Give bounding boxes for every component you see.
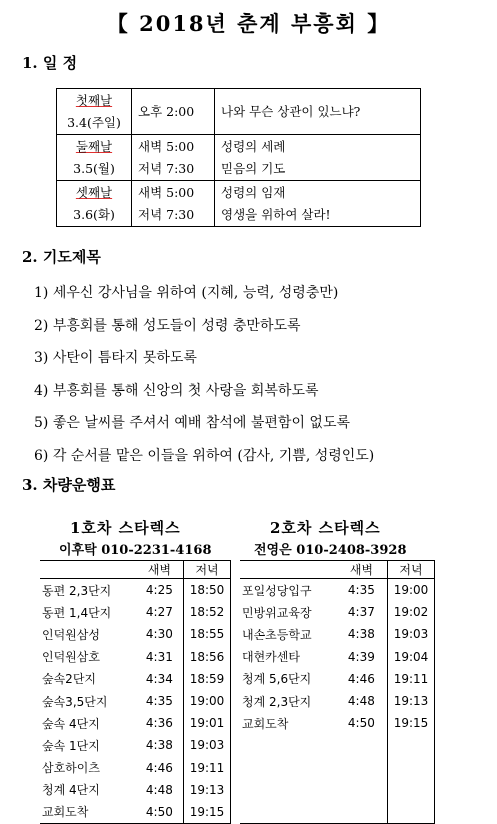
- stop-evening-time: 19:13: [184, 779, 231, 801]
- stop-evening-time: 19:02: [388, 601, 435, 623]
- stop-evening-empty: [388, 734, 435, 756]
- stop-name-empty: [240, 757, 336, 779]
- route-row-empty: [240, 779, 435, 801]
- stop-name: 인덕원삼성: [42, 627, 100, 642]
- car1-title: 1호차 스타렉스: [70, 519, 181, 537]
- car2-driver: 전영은 010-2408-3928: [254, 543, 407, 558]
- schedule-row: [57, 89, 421, 135]
- stop-evening-empty: [388, 779, 435, 801]
- schedule-day-cell: [57, 89, 132, 135]
- stop-evening-time: 19:04: [388, 646, 435, 668]
- car1-driver: 이후탁 010-2231-4168: [59, 543, 212, 558]
- schedule-row: [57, 135, 421, 181]
- route-header-dawn: 새벽: [336, 561, 388, 579]
- stop-dawn-time: 4:46: [347, 671, 375, 686]
- schedule-event: 나와 무슨 상관이 있느냐?: [221, 103, 361, 119]
- prayer-item: 1) 세우신 강사님을 위하여 (지혜, 능력, 성령충만): [34, 285, 339, 301]
- stop-evening-time: 18:56: [184, 646, 231, 668]
- stop-evening-time: 19:03: [184, 734, 231, 756]
- stop-name: 교회도착: [40, 801, 136, 824]
- schedule-time-cell: [132, 135, 215, 181]
- schedule-time: 오후 2:00: [138, 103, 195, 119]
- stop-name: 대현카센타: [242, 650, 300, 665]
- route-row: [40, 623, 231, 645]
- stop-name: 숲속 1단지: [42, 738, 100, 753]
- route-row: [40, 690, 231, 712]
- schedule-day-name: 둘째날: [75, 138, 113, 154]
- schedule-time-cell: [132, 181, 215, 227]
- prayer-item: 6) 각 순서를 맡은 이들을 위하여 (감사, 기쁨, 성령인도): [34, 447, 375, 464]
- stop-dawn-empty: [336, 757, 388, 779]
- route-row: [40, 646, 231, 668]
- stop-name: 숲속 4단지: [42, 716, 100, 731]
- route-header-evening: 저녁: [388, 561, 435, 579]
- schedule-date: 3.4(주일): [67, 114, 121, 130]
- stop-name: 동편 1,4단지: [42, 605, 112, 620]
- stop-name: 청계 5,6단지: [242, 672, 312, 687]
- stop-name: 교회도착: [242, 716, 289, 731]
- stop-dawn-time: 4:35: [347, 583, 375, 598]
- schedule-event: 성령의 세례: [221, 138, 286, 154]
- stop-dawn-time: 4:34: [145, 671, 173, 686]
- stop-name-empty: [240, 801, 336, 824]
- stop-evening-time: 19:00: [184, 690, 231, 712]
- route-row-empty: [240, 734, 435, 756]
- stop-evening-time: 19:13: [388, 690, 435, 712]
- schedule-day-name: 셋째날: [75, 184, 113, 200]
- route-row: [240, 601, 435, 623]
- stop-dawn-time: 4:48: [145, 782, 173, 797]
- stop-name: 숲속2단지: [42, 672, 97, 687]
- stop-evening-time: 19:00: [388, 579, 435, 602]
- prayer-item: 5) 좋은 날씨를 주셔서 예배 참석에 불편함이 없도록: [34, 415, 350, 431]
- stop-evening-time: 19:15: [184, 801, 231, 824]
- route-header-evening: 저녁: [184, 561, 231, 579]
- stop-evening-empty: [388, 801, 435, 824]
- stop-name: 삼호하이츠: [42, 761, 100, 776]
- route-row: [240, 579, 435, 602]
- schedule-event: 영생을 위하여 살라!: [221, 206, 331, 222]
- schedule-day-name: 첫째날: [75, 92, 113, 108]
- stop-name: 동편 2,3단지: [42, 583, 112, 598]
- schedule-event-cell: [215, 181, 421, 227]
- stop-evening-time: 18:50: [184, 579, 231, 602]
- schedule-time: 새벽 5:00: [138, 184, 195, 200]
- car2-title: 2호차 스타렉스: [270, 519, 381, 537]
- stop-dawn-time: 4:36: [145, 716, 173, 731]
- route-row-empty: [240, 801, 435, 824]
- stop-evening-time: 19:15: [388, 712, 435, 734]
- stop-dawn-time: 4:35: [145, 694, 173, 709]
- stop-evening-time: 19:01: [184, 712, 231, 734]
- section-heading-schedule: 1. 일 정: [22, 54, 78, 72]
- prayer-item: 2) 부흥회를 통해 성도들이 성령 충만하도록: [34, 317, 301, 334]
- route-row: [40, 779, 231, 801]
- stop-dawn-time: 4:25: [145, 583, 173, 598]
- stop-evening-time: 18:55: [184, 623, 231, 645]
- route-header-place: [240, 561, 336, 579]
- stop-name: 포일성당입구: [242, 583, 312, 598]
- stop-dawn-empty: [336, 801, 388, 824]
- stop-dawn-time: 4:39: [347, 649, 375, 664]
- stop-dawn-time: 4:38: [145, 738, 173, 753]
- stop-name-empty: [240, 734, 336, 756]
- route-row: [40, 712, 231, 734]
- schedule-row: [57, 181, 421, 227]
- schedule-event: 성령의 임재: [221, 184, 286, 200]
- stop-evening-time: 19:11: [184, 757, 231, 779]
- stop-evening-time: 19:11: [388, 668, 435, 690]
- schedule-date: 3.5(월): [73, 160, 115, 176]
- stop-evening-time: 18:52: [184, 601, 231, 623]
- route-row: [40, 734, 231, 756]
- stop-dawn-time: 4:27: [145, 605, 173, 620]
- route-row: [240, 646, 435, 668]
- route-header-place: [40, 561, 136, 579]
- schedule-time: 새벽 5:00: [138, 138, 195, 154]
- schedule-time-cell: [132, 89, 215, 135]
- schedule-date: 3.6(화): [73, 206, 115, 222]
- stop-name: 인덕원삼호: [42, 650, 100, 665]
- schedule-event-cell: [215, 135, 421, 181]
- route-row: [40, 579, 231, 602]
- stop-name: 숲속3,5단지: [42, 694, 108, 709]
- route-row: [40, 601, 231, 623]
- stop-name: 청계 4단지: [42, 783, 100, 798]
- route-row: [240, 690, 435, 712]
- stop-dawn-time: 4:37: [347, 605, 375, 620]
- page-title: 【 2018년 춘계 부흥회 】: [106, 11, 391, 36]
- stop-dawn-empty: [336, 779, 388, 801]
- stop-name: 내손초등학교: [242, 627, 312, 642]
- schedule-day-cell: [57, 135, 132, 181]
- stop-name: 민방위교육장: [242, 605, 312, 620]
- route-row-empty: [240, 757, 435, 779]
- schedule-time: 저녁 7:30: [138, 206, 195, 222]
- route-row: [40, 668, 231, 690]
- route-row: [240, 623, 435, 645]
- stop-dawn-empty: [336, 734, 388, 756]
- route-row: [240, 668, 435, 690]
- stop-dawn-time: 4:46: [145, 760, 173, 775]
- stop-name-empty: [240, 779, 336, 801]
- stop-evening-time: 18:59: [184, 668, 231, 690]
- section-heading-prayer: 2. 기도제목: [22, 248, 101, 266]
- prayer-item: 4) 부흥회를 통해 신앙의 첫 사랑을 회복하도록: [34, 382, 319, 399]
- stop-evening-empty: [388, 757, 435, 779]
- schedule-table: [56, 88, 421, 227]
- car1-route-table: [40, 560, 231, 824]
- car2-route-table: [240, 560, 435, 824]
- route-row: [40, 757, 231, 779]
- schedule-event: 믿음의 기도: [221, 160, 286, 176]
- schedule-day-cell: [57, 181, 132, 227]
- route-row: [40, 801, 231, 824]
- stop-dawn-time: 4:38: [347, 627, 375, 642]
- section-heading-vehicle: 3. 차량운행표: [22, 476, 116, 494]
- route-row: [240, 712, 435, 734]
- route-header-dawn: 새벽: [136, 561, 184, 579]
- stop-dawn-time: 4:50: [347, 716, 375, 731]
- schedule-event-cell: [215, 89, 421, 135]
- stop-dawn-time: 4:50: [136, 801, 184, 824]
- stop-dawn-time: 4:30: [145, 627, 173, 642]
- schedule-time: 저녁 7:30: [138, 160, 195, 176]
- stop-dawn-time: 4:48: [347, 694, 375, 709]
- stop-name: 청계 2,3단지: [242, 694, 312, 709]
- stop-evening-time: 19:03: [388, 623, 435, 645]
- stop-dawn-time: 4:31: [145, 649, 173, 664]
- prayer-item: 3) 사탄이 틈타지 못하도록: [34, 350, 197, 366]
